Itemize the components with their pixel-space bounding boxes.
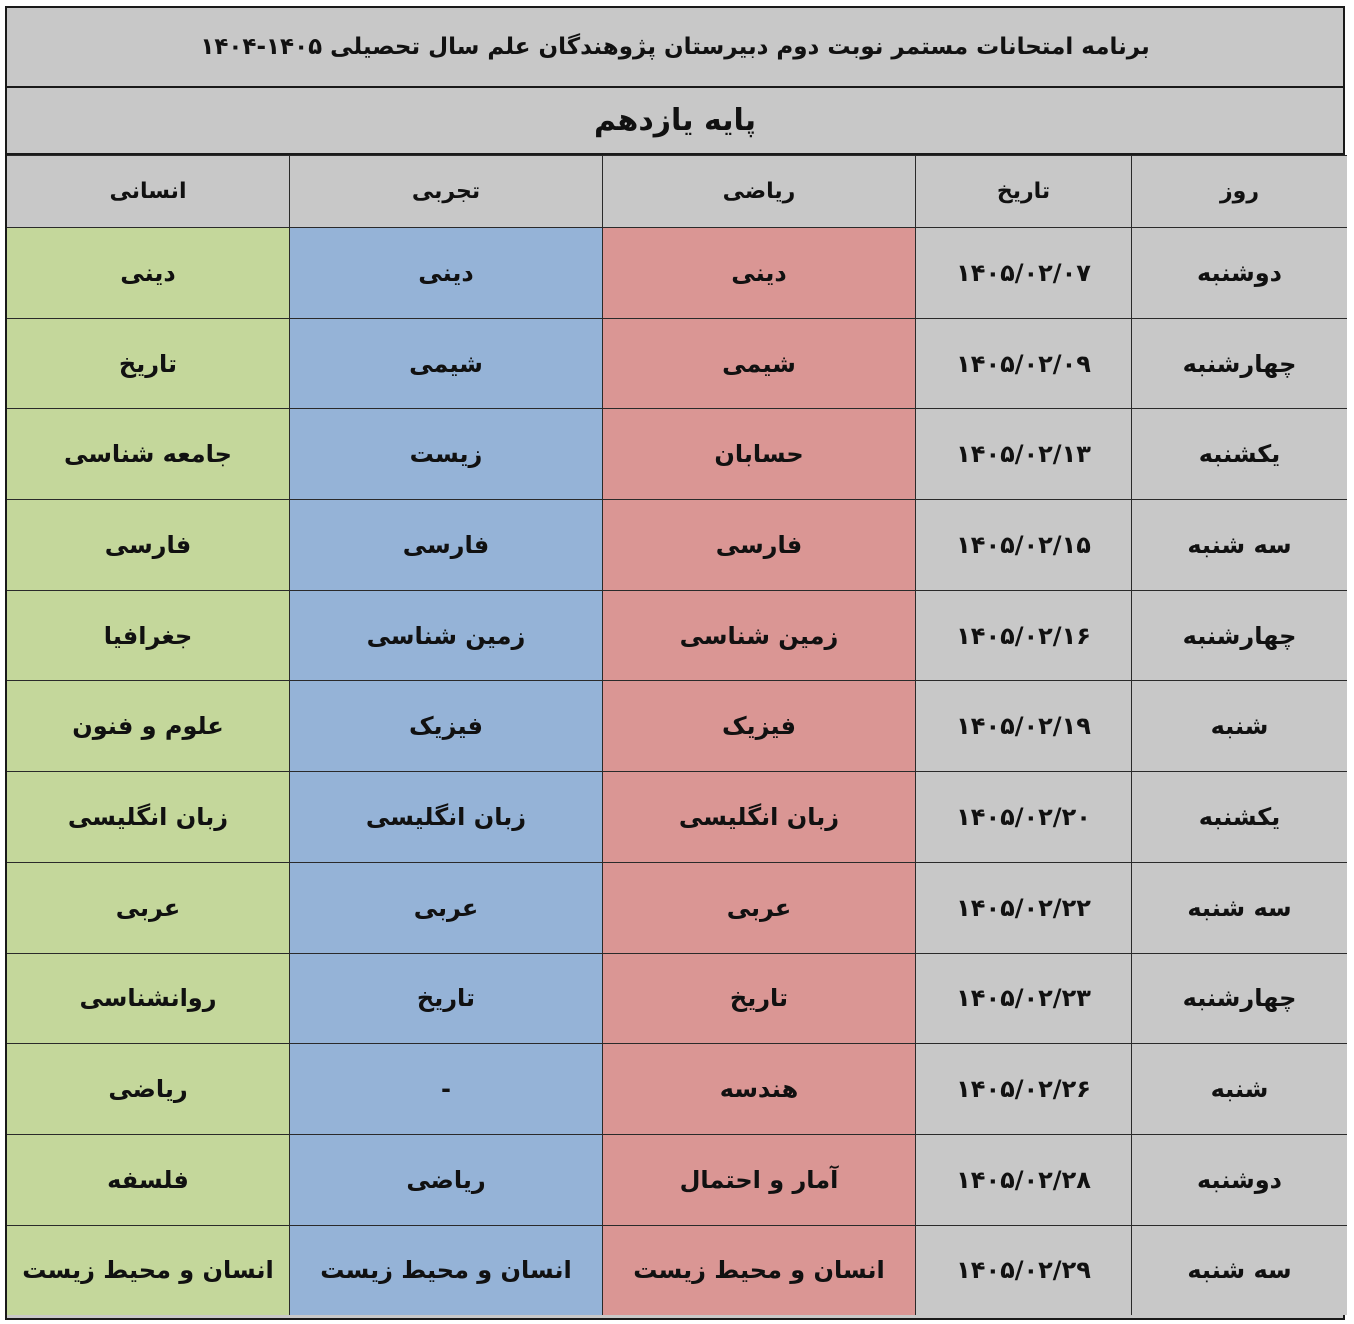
cell-humanities: فارسی [7, 500, 290, 591]
table-row [7, 862, 1347, 953]
table-row [7, 409, 1347, 500]
cell-day: یکشنبه [1132, 772, 1348, 863]
table-row [7, 772, 1347, 863]
table-row [7, 681, 1347, 772]
cell-experimental: زیست [290, 409, 603, 500]
schedule-title: برنامه امتحانات مستمر نوبت دوم دبیرستان پژوهندگان علم سال تحصیلی ۱۴۰۵-۱۴۰۴ [7, 8, 1343, 88]
exam-schedule-sheet [5, 6, 1345, 1320]
cell-humanities: روانشناسی [7, 953, 290, 1044]
cell-date: ۱۴۰۵/۰۲/۱۹ [916, 681, 1132, 772]
cell-day: سه شنبه [1132, 500, 1348, 591]
cell-date: ۱۴۰۵/۰۲/۱۶ [916, 590, 1132, 681]
cell-day: شنبه [1132, 681, 1348, 772]
cell-humanities: زبان انگلیسی [7, 772, 290, 863]
header-math: ریاضی [603, 156, 916, 228]
table-row [7, 1044, 1347, 1135]
cell-experimental: فارسی [290, 500, 603, 591]
table-row [7, 228, 1347, 319]
table-row [7, 500, 1347, 591]
cell-date: ۱۴۰۵/۰۲/۲۲ [916, 862, 1132, 953]
cell-math: زمین شناسی [603, 590, 916, 681]
cell-math: دینی [603, 228, 916, 319]
table-row [7, 1225, 1347, 1315]
cell-math: شیمی [603, 318, 916, 409]
cell-experimental: - [290, 1044, 603, 1135]
header-date: تاریخ [916, 156, 1132, 228]
cell-humanities: علوم و فنون [7, 681, 290, 772]
cell-humanities: انسان و محیط زیست [7, 1225, 290, 1315]
cell-experimental: عربی [290, 862, 603, 953]
cell-math: حسابان [603, 409, 916, 500]
cell-experimental: تاریخ [290, 953, 603, 1044]
cell-day: دوشنبه [1132, 1134, 1348, 1225]
cell-date: ۱۴۰۵/۰۲/۱۳ [916, 409, 1132, 500]
cell-day: چهارشنبه [1132, 590, 1348, 681]
cell-date: ۱۴۰۵/۰۲/۲۶ [916, 1044, 1132, 1135]
cell-humanities: تاریخ [7, 318, 290, 409]
cell-math: فیزیک [603, 681, 916, 772]
cell-day: چهارشنبه [1132, 953, 1348, 1044]
cell-date: ۱۴۰۵/۰۲/۱۵ [916, 500, 1132, 591]
cell-experimental: فیزیک [290, 681, 603, 772]
cell-date: ۱۴۰۵/۰۲/۲۸ [916, 1134, 1132, 1225]
cell-math: آمار و احتمال [603, 1134, 916, 1225]
table-header-row [7, 156, 1347, 228]
table-row [7, 953, 1347, 1044]
cell-day: سه شنبه [1132, 862, 1348, 953]
cell-date: ۱۴۰۵/۰۲/۲۳ [916, 953, 1132, 1044]
cell-math: فارسی [603, 500, 916, 591]
cell-day: سه شنبه [1132, 1225, 1348, 1315]
cell-math: عربی [603, 862, 916, 953]
cell-math: تاریخ [603, 953, 916, 1044]
table-row [7, 318, 1347, 409]
cell-humanities: فلسفه [7, 1134, 290, 1225]
cell-experimental: شیمی [290, 318, 603, 409]
cell-experimental: زبان انگلیسی [290, 772, 603, 863]
cell-experimental: دینی [290, 228, 603, 319]
header-humanities: انسانی [7, 156, 290, 228]
cell-date: ۱۴۰۵/۰۲/۲۹ [916, 1225, 1132, 1315]
header-experimental: تجربی [290, 156, 603, 228]
header-day: روز [1132, 156, 1348, 228]
cell-humanities: دینی [7, 228, 290, 319]
table-body [7, 228, 1347, 1316]
table-row [7, 590, 1347, 681]
cell-math: انسان و محیط زیست [603, 1225, 916, 1315]
cell-day: یکشنبه [1132, 409, 1348, 500]
exam-schedule-table [7, 155, 1347, 1315]
cell-experimental: زمین شناسی [290, 590, 603, 681]
cell-math: زبان انگلیسی [603, 772, 916, 863]
grade-title: پایه یازدهم [7, 88, 1343, 155]
cell-day: شنبه [1132, 1044, 1348, 1135]
cell-day: چهارشنبه [1132, 318, 1348, 409]
cell-date: ۱۴۰۵/۰۲/۰۹ [916, 318, 1132, 409]
cell-humanities: عربی [7, 862, 290, 953]
table-row [7, 1134, 1347, 1225]
cell-day: دوشنبه [1132, 228, 1348, 319]
cell-date: ۱۴۰۵/۰۲/۲۰ [916, 772, 1132, 863]
cell-experimental: انسان و محیط زیست [290, 1225, 603, 1315]
cell-humanities: ریاضی [7, 1044, 290, 1135]
cell-experimental: ریاضی [290, 1134, 603, 1225]
cell-humanities: جامعه شناسی [7, 409, 290, 500]
cell-humanities: جغرافیا [7, 590, 290, 681]
cell-date: ۱۴۰۵/۰۲/۰۷ [916, 228, 1132, 319]
cell-math: هندسه [603, 1044, 916, 1135]
